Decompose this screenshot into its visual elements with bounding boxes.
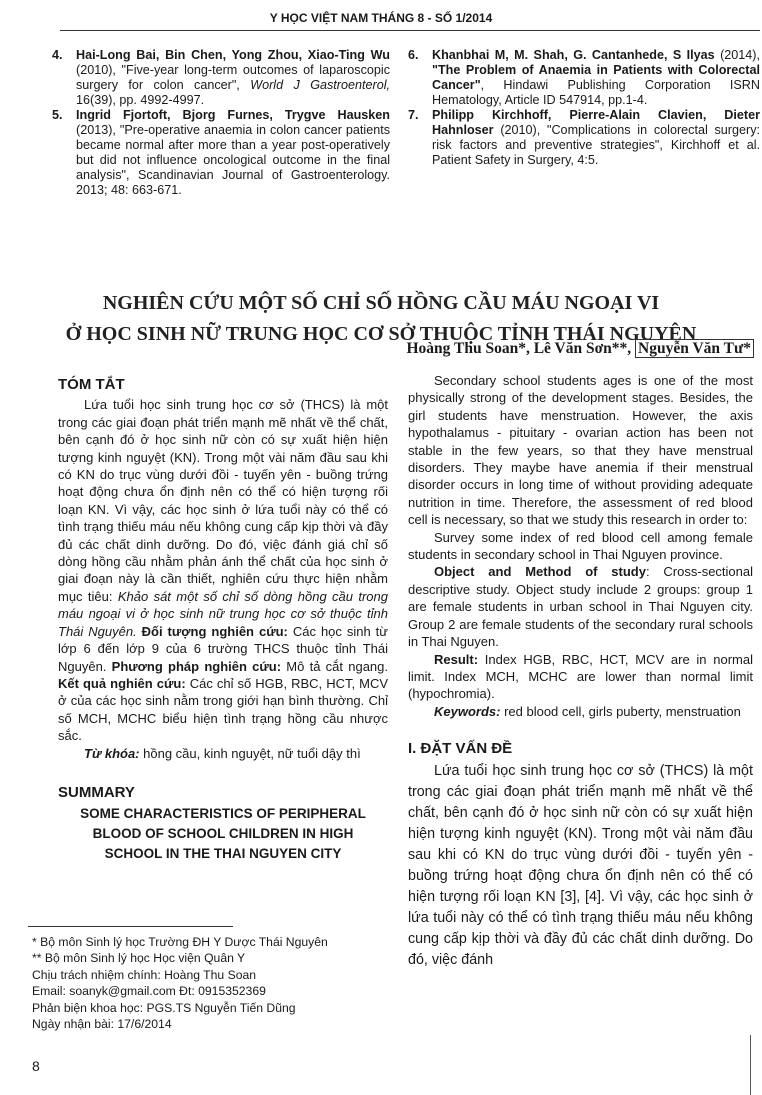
ref-title: "The Problem of Anaemia in Patients with Colorectal Cancer" [432,63,760,92]
ref-authors: Ingrid Fjortoft, Bjorg Furnes, Trygve Hausken [76,108,390,122]
section-heading: TÓM TẮT [58,376,125,393]
ref-number: 5. [52,108,63,122]
author: Lê Văn Sơn**, [533,340,636,357]
body-paragraph: Lứa tuổi học sinh trung học cơ sở (THCS) là một trong các giai đoạn phát triển mạnh mẽ nhất về thể chất, bên cạnh đó ở học sinh nữ còn có sự xuất hiện hiện tượng kinh nguyệt (KN). Trong một vài năm đầu sau khi có KN do trục vùng dưới đồi - tuyến yên - buồng trứng hoạt động chưa ổn định nên có thể có hiện tượng rối loạn KN [3], [4]. Vì vậy, các học sinh ở lứa tuổi này có thể có tình trạng thiếu máu nếu không cung cấp kịp thời và đầy đủ các chất dinh dưỡng. Do đó, việc đánh [408,762,753,968]
section-heading: SUMMARY [58,783,135,801]
author: Hoàng Thu Soan*, [406,340,534,357]
page-edge [750,1035,751,1095]
text: red blood cell, girls puberty, menstruation [500,703,741,719]
ref-text: 16(39), pp. 4992-4997. [76,93,205,107]
ref-text: , Hindawi Publishing Corporation ISRN Hematology, Article ID 547914, pp.1-4. [432,78,760,107]
title-line: Ở HỌC SINH NỮ TRUNG HỌC CƠ SỞ THUỘC TỈNH THÁI NGUYÊN [65,323,697,345]
summary-paragraph: Secondary school students ages is one of the most physically strong of the development stages. Besides, the girl students have menstruation. However, the axis hypothalamus - pituitary - ovarian action has been not stable in the few years, so that they have menstrual disorders. They maybe have anemia if their menstrual disorder occurs in long time of without providing adequate nutrition in time. Therefore, the assessment of red blood cell is necessary, so that we study this research in order to: [408,373,753,528]
footnotes [32,934,328,1032]
keywords [58,745,388,762]
ref-authors: Hai-Long Bai, Bin Chen, Yong Zhou, Xiao-Ting Wu [76,48,390,62]
summary-paragraph: Survey some index of red blood cell among female students in secondary school in Thai Nguyen province. [408,529,753,563]
summary-paragraph [408,563,753,650]
keywords [408,703,753,720]
reference-item [408,108,760,168]
reference-item [408,48,760,108]
authors [406,340,754,357]
ref-text: (2010), "Complications in colorectal surgery: risk factors and preventive strategies", Kirchhoff et al. Patient Safety in Surgery, 4:5. [432,123,760,167]
ref-journal: World J Gastroenterol, [250,78,391,92]
ref-number: 4. [52,48,63,62]
references-left [52,48,390,198]
title-line: NGHIÊN CỨU MỘT SỐ CHỈ SỐ HỒNG CẦU MÁU NGOẠI VI [102,292,660,314]
section-heading: I. ĐẶT VẤN ĐỀ [408,740,513,758]
ref-authors: Philipp Kirchhoff, Pierre-Alain Clavien, Dieter Hahnloser [432,108,760,137]
label: Đối tượng nghiên cứu: [136,623,288,639]
footnote: ** Bộ môn Sinh lý học Học viện Quân Y [32,951,246,966]
footnote: * Bộ môn Sinh lý học Trường ĐH Y Dược Thái Nguyên [32,935,328,949]
ref-authors: Khanbhai M, M. Shah, G. Cantanhede, S Ilyas [432,48,715,62]
references-right [408,48,760,168]
aim-text: Khảo sát một số chỉ số dòng hồng cầu trong máu ngoại vi ở học sinh nữ trung học cơ sở thuộc tỉnh Thái Nguyên. [58,588,388,639]
ref-number: 6. [408,48,419,62]
text: Các chỉ số HGB, RBC, HCT, MCV ở của các học sinh nằm trong giới hạn bình thường. Chỉ số MCH, MCHC biểu hiện tình trạng hồng cầu nhược sắc. [58,675,388,744]
footnote-rule [28,926,233,927]
label: Kết quả nghiên cứu: [58,675,186,691]
ref-number: 7. [408,108,419,122]
reference-item [52,108,390,198]
footnote: Phản biện khoa học: PGS.TS Nguyễn Tiến Dũng [32,1000,296,1015]
text: Lứa tuổi học sinh trung học cơ sở (THCS) là một trong các giai đoạn phát triển mạnh mẽ nhất về thể chất, bên cạnh đó ở học sinh nữ còn có sự xuất hiện hiện tượng kinh nguyệt (KN). Trong một vài năm đầu sau khi có KN do trục vùng dưới đồi - tuyến yên - buồng trứng hoạt động chưa ổn định nên có thể có hiện tượng rối loạn KN. Vì vậy, các học sinh ở lứa tuổi này có thể có tình trạng thiếu máu nếu không cung cấp kịp thời và đầy đủ các chất dinh dưỡng. Do đó, việc đánh giá chỉ số dòng hồng cầu nhằm phản ánh thể chất của học sinh ở giai đoạn này là cần thiết, nghiên cứu thực hiện nhằm mục tiêu: [58,397,388,604]
abstract-vietnamese [58,376,388,864]
ref-text: (2014), [714,48,761,62]
footnote: Email: soanyk@gmail.com Đt: 0915352369 [32,984,266,999]
author: Nguyễn Văn Tư* [635,339,754,358]
abstract-paragraph [58,396,388,744]
text: hồng cầu, kinh nguyệt, nữ tuổi dậy thì [139,745,361,761]
text: Các học sinh từ lớp 6 đến lớp 9 của 6 trường THCS thuộc tỉnh Thái Nguyên. [58,623,388,674]
text: : Cross-sectional descriptive study. Object study include 2 groups: group 1 are female students in urban school in Thai Nguyen city. Group 2 are female students of the secondary rural schools in Thai Nguyen. [408,564,753,650]
text: Index HGB, RBC, HCT, MCV are in normal limit. Index MCH, MCHC are lower than normal limit (hypochromia). [408,651,753,702]
footnote: Chịu trách nhiệm chính: Hoàng Thu Soan [32,967,257,982]
label: Phương pháp nghiên cứu: [106,658,282,674]
reference-item [52,48,390,108]
ref-text: (2010), "Five-year long-term outcomes of laparoscopic surgery for colon cancer", [76,63,390,92]
summary-paragraph [408,651,753,703]
page-number: 8 [32,1058,40,1074]
label: Từ khóa: [84,745,140,761]
running-header: Y HỌC VIỆT NAM THÁNG 8 - SỐ 1/2014 [269,11,493,25]
text: Mô tả cắt ngang. [281,658,389,674]
label: Keywords: [434,703,501,719]
ref-text: (2013), "Pre-operative anaemia in colon cancer patients became normal after more than a year post-operatively but did not influence oncological outcome in the final analysis", Scandinavian Journal of Gastroenterology. 2013; 48: 663-671. [76,123,390,197]
summary-title: SOME CHARACTERISTICS OF PERIPHERAL BLOOD OF SCHOOL CHILDREN IN HIGH SCHOOL IN THE THAI NGUYEN CITY [80,806,366,862]
label: Result: [434,651,479,667]
abstract-english [408,372,753,971]
header-rule [60,30,760,31]
footnote: Ngày nhận bài: 17/6/2014 [32,1017,172,1032]
label: Object and Method of study [434,564,646,580]
